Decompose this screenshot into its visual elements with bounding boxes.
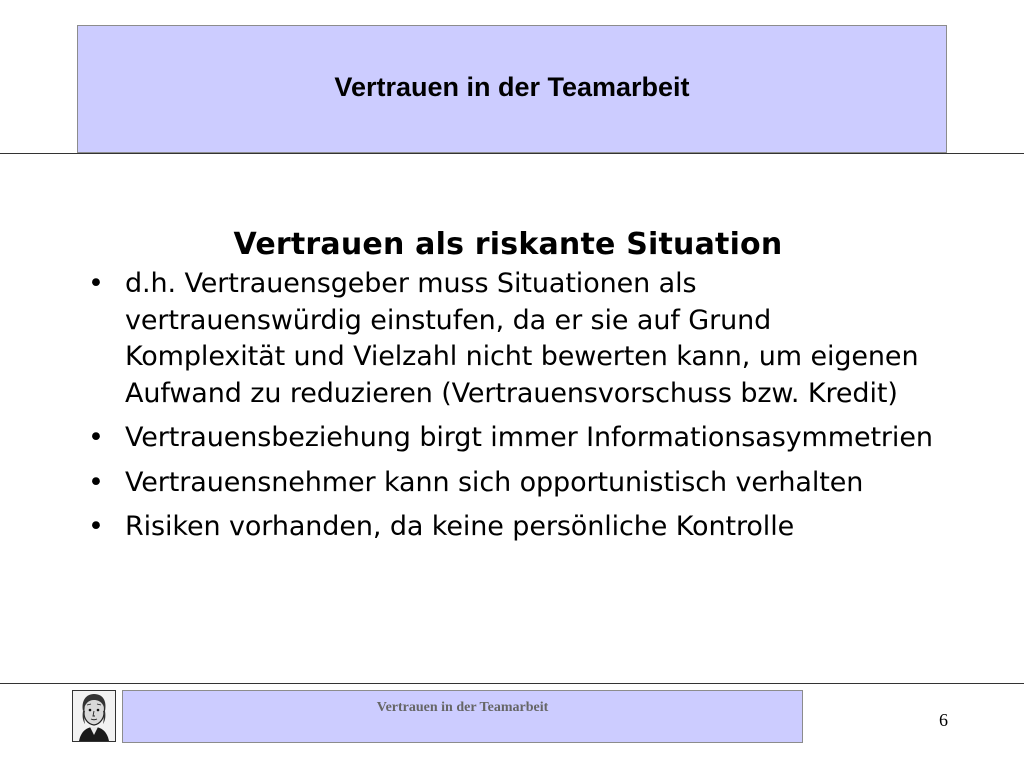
portrait-engraving-icon [72, 690, 116, 742]
footer-divider [0, 683, 1024, 684]
bullet-item [88, 465, 938, 502]
bullet-dot-icon: • [88, 422, 104, 453]
slide-content [88, 224, 938, 554]
bullet-list [88, 266, 938, 546]
bullet-item [88, 420, 938, 457]
page-number: 6 [939, 710, 948, 730]
bullet-text: d.h. Vertrauensgeber muss Situationen als vertrauenswürdig einstufen, da er sie auf Grund Komplexität und Vielzahl nicht bewerten kann, um eigenen Aufwand zu reduzieren (Vertrauensvorschuss bzw. Kredit) [125, 268, 919, 409]
bullet-text: Vertrauensnehmer kann sich opportunistisch verhalten [125, 466, 864, 498]
footer-title-box [122, 690, 803, 743]
bullet-text: Vertrauensbeziehung birgt immer Informationsasymmetrien [125, 422, 933, 453]
slide-title-box [77, 25, 947, 153]
bullet-item [88, 509, 938, 546]
slide-title: Vertrauen in der Teamarbeit [334, 71, 690, 102]
bullet-item [88, 266, 938, 412]
bullet-dot-icon: • [88, 466, 104, 498]
content-heading: Vertrauen als riskante Situation [233, 227, 783, 262]
bullet-dot-icon: • [88, 268, 104, 299]
bullet-text: Risiken vorhanden, da keine persönliche Kontrolle [125, 511, 795, 542]
header-divider [0, 153, 1024, 154]
bullet-dot-icon: • [88, 511, 104, 542]
footer-title: Vertrauen in der Teamarbeit [376, 700, 549, 715]
